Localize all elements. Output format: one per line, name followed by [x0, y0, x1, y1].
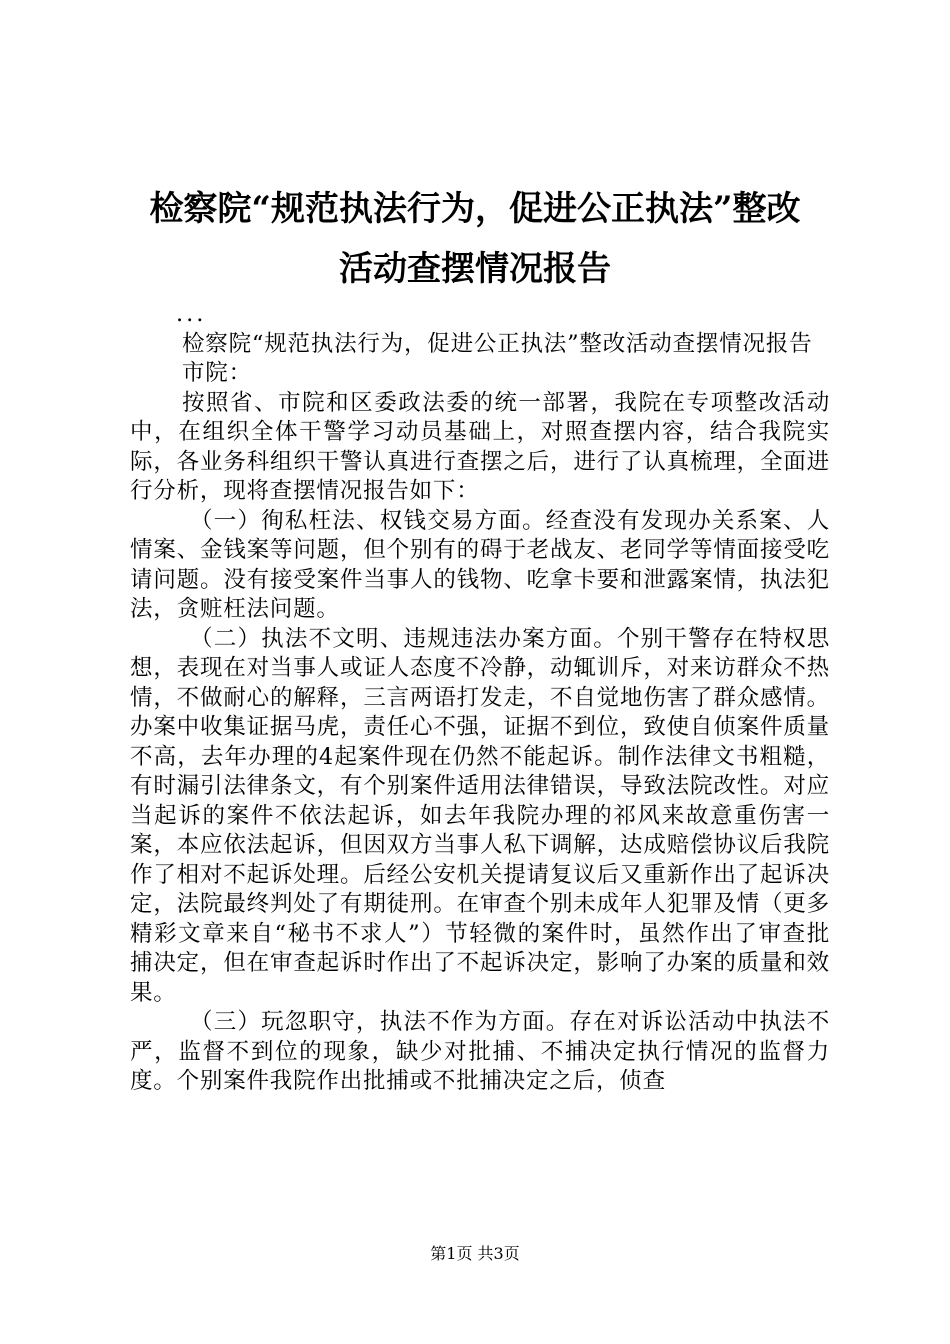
- document-title-line-1: 检察院“规范执法行为，促进公正执法”整改: [149, 189, 801, 229]
- paragraph-section-3: （三）玩忽职守，执法不作为方面。存在对诉讼活动中执法不严，监督不到位的现象，缺少对批捕、不捕决定执行情况的监督力度。个别案件我院作出批捕或不批捕决定之后，侦查: [130, 1009, 830, 1094]
- ellipsis-marker: ...: [176, 301, 207, 327]
- paragraph-section-1: （一）徇私枉法、权钱交易方面。经查没有发现办关系案、人情案、金钱案等问题，但个别有的碍于老战友、老同学等情面接受吃请问题。没有接受案件当事人的钱物、吃拿卡要和泄露案情，执法犯法，贪赃枉法问题。: [130, 507, 830, 622]
- document-body: [130, 300, 830, 1097]
- page-footer: 第1页 共3页: [430, 1244, 520, 1263]
- paragraph-intro: 按照省、市院和区委政法委的统一部署，我院在专项整改活动中，在组织全体干警学习动员基础上，对照查摆内容，结合我院实际，各业务科组织干警认真进行查摆之后，进行了认真梳理，全面进行分析，现将查摆情况报告如下：: [130, 389, 830, 504]
- paragraph-salutation: 市院：: [182, 360, 252, 386]
- paragraph-heading-repeat: 检察院“规范执法行为，促进公正执法”整改活动查摆情况报告: [182, 330, 813, 357]
- paragraph-section-2: （二）执法不文明、违规违法办案方面。个别干警存在特权思想，表现在对当事人或证人态度不冷静，动辄训斥，对来访群众不热情，不做耐心的解释，三言两语打发走，不自觉地伤害了群众感情。办案中收集证据马虎，责任心不强，证据不到位，致使自侦案件质量不高，去年办理的4起案件现在仍然不能起诉。制作法律文书粗糙，有时漏引法律条文，有个别案件适用法律错误，导致法院改性。对应当起诉的案件不依法起诉，如去年我院办理的祁风来故意重伤害一案，本应依法起诉，但因双方当事人私下调解，达成赔偿协议后我院作了相对不起诉处理。后经公安机关提请复议后又重新作出了起诉决定，法院最终判处了有期徒刑。在审查个别未成年人犯罪及情（更多精彩文章来自“秘书不求人”）节轻微的案件时，虽然作出了审查批捕决定，但在审查起诉时作出了不起诉决定，影响了办案的质量和效果。: [130, 625, 830, 1006]
- document-title-line-2: 活动查摆情况报告: [339, 249, 611, 289]
